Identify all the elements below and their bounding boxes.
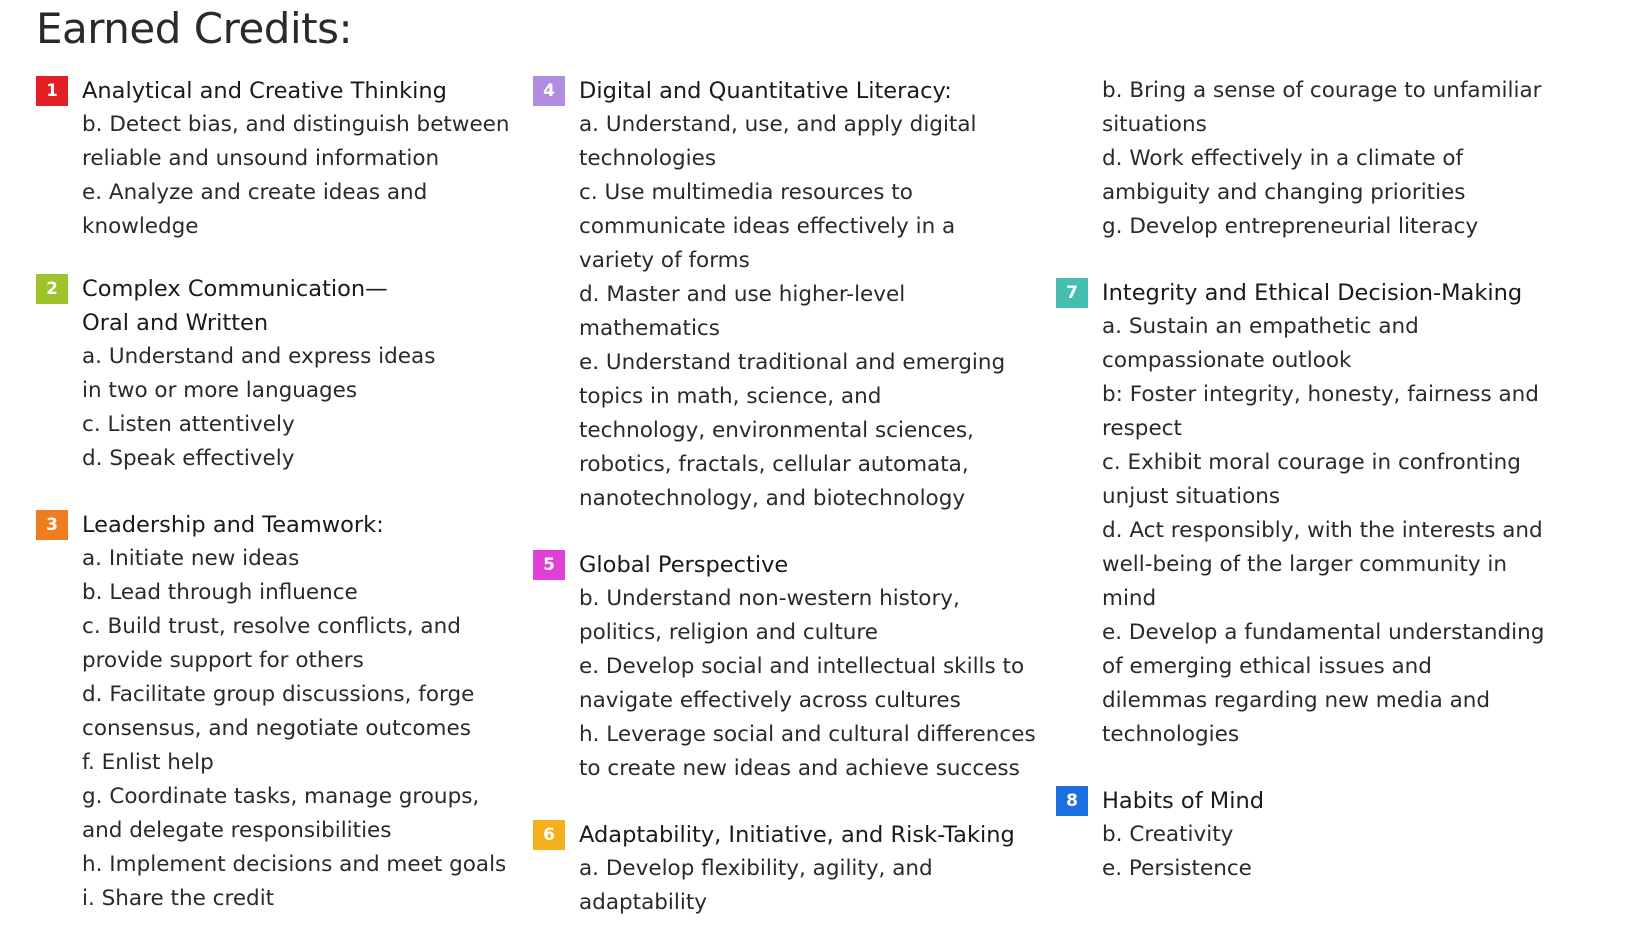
credit-item-line: b. Bring a sense of courage to unfamiliar — [1102, 78, 1542, 103]
credit-item-line: e. Analyze and create ideas and — [82, 180, 428, 205]
credit-item — [1102, 74, 1544, 142]
credit-item — [82, 780, 510, 848]
credit-item-line: adaptability — [579, 890, 707, 915]
credit-item-line: c. Exhibit moral courage in confronting — [1102, 450, 1521, 475]
credit-item-line: ambiguity and changing priorities — [1102, 180, 1466, 205]
column-3 — [1056, 74, 1544, 886]
credit-item-line: d. Work effectively in a climate of — [1102, 146, 1464, 171]
credit-item — [1102, 142, 1544, 210]
section-title: Integrity and Ethical Decision-Making — [1102, 280, 1523, 306]
credit-item-line: technologies — [579, 146, 717, 171]
section-title: Digital and Quantitative Literacy: — [579, 78, 952, 104]
section-title: Complex Communication— — [82, 276, 388, 302]
credit-item — [579, 852, 1036, 920]
credit-item-line: c. Use multimedia resources to — [579, 180, 913, 205]
credit-item — [1102, 378, 1544, 446]
credit-item-line: knowledge — [82, 214, 199, 239]
credit-item-line: d. Act responsibly, with the interests and — [1102, 518, 1543, 543]
credit-item-line: g. Develop entrepreneurial literacy — [1102, 214, 1479, 239]
credit-item-line: i. Share the credit — [82, 886, 275, 911]
credit-item-line: b. Understand non-western history, — [579, 586, 960, 611]
section-title: Oral and Written — [82, 310, 269, 336]
credit-section — [533, 548, 1036, 786]
credit-item-line: b. Creativity — [1102, 822, 1234, 847]
credit-item — [82, 108, 510, 176]
credit-item-line: technologies — [1102, 722, 1240, 747]
credit-item-line: e. Understand traditional and emerging — [579, 350, 1006, 375]
credit-item — [1102, 310, 1544, 378]
column-2 — [533, 74, 1036, 920]
credit-item-line: mind — [1102, 586, 1157, 611]
credit-item-line: a. Understand, use, and apply digital — [579, 112, 977, 137]
credit-item — [579, 176, 1036, 278]
credit-item — [1102, 210, 1544, 244]
credit-item-line: situations — [1102, 112, 1207, 137]
credit-item — [1102, 852, 1544, 886]
credit-section — [1056, 276, 1544, 752]
credit-item — [579, 650, 1036, 718]
section-number-badge: 4 — [533, 76, 565, 106]
credit-item-line: compassionate outlook — [1102, 348, 1352, 373]
credit-item — [1102, 514, 1544, 616]
credit-section — [36, 272, 510, 476]
credit-item-line: well-being of the larger community in — [1102, 552, 1507, 577]
credit-item — [82, 848, 510, 882]
credit-item-line: provide support for others — [82, 648, 364, 673]
page-title: Earned Credits: — [36, 4, 353, 53]
credit-item-line: dilemmas regarding new media and — [1102, 688, 1491, 713]
credit-item-line: a. Sustain an empathetic and — [1102, 314, 1419, 339]
credit-item — [82, 408, 510, 442]
credit-item-line: technology, environmental sciences, — [579, 418, 974, 443]
credit-item — [82, 882, 510, 916]
credit-item-line: d. Master and use higher-level — [579, 282, 906, 307]
credit-item-line: e. Persistence — [1102, 856, 1252, 881]
credit-item-line: consensus, and negotiate outcomes — [82, 716, 471, 741]
credit-item — [82, 340, 510, 408]
credit-section — [533, 74, 1036, 516]
credit-item-line: variety of forms — [579, 248, 750, 273]
credit-item-line: mathematics — [579, 316, 720, 341]
credit-item — [579, 582, 1036, 650]
credit-item-line: e. Develop a fundamental understanding — [1102, 620, 1545, 645]
section-number-badge: 1 — [36, 76, 68, 106]
credit-item-line: topics in math, science, and — [579, 384, 882, 409]
credit-item-line: politics, religion and culture — [579, 620, 878, 645]
credit-item-line: h. Implement decisions and meet goals — [82, 852, 507, 877]
credit-item-line: e. Develop social and intellectual skills to — [579, 654, 1025, 679]
section-title: Adaptability, Initiative, and Risk-Taking — [579, 822, 1015, 848]
credit-item-line: and delegate responsibilities — [82, 818, 392, 843]
credit-item-line: b. Detect bias, and distinguish between — [82, 112, 510, 137]
section-title: Analytical and Creative Thinking — [82, 78, 447, 104]
credit-item-line: b: Foster integrity, honesty, fairness and — [1102, 382, 1539, 407]
section-number-badge: 6 — [533, 820, 565, 850]
credit-item-line: d. Speak effectively — [82, 446, 295, 471]
credit-item-line: of emerging ethical issues and — [1102, 654, 1432, 679]
credit-item-line: a. Initiate new ideas — [82, 546, 300, 571]
section-number-badge: 8 — [1056, 786, 1088, 816]
credit-section — [36, 74, 510, 244]
credit-item-line: d. Facilitate group discussions, forge — [82, 682, 475, 707]
section-number-badge: 7 — [1056, 278, 1088, 308]
credit-item — [579, 278, 1036, 346]
section-number-badge: 2 — [36, 274, 68, 304]
credit-item — [82, 542, 510, 576]
credit-item-line: communicate ideas effectively in a — [579, 214, 956, 239]
credit-item — [1102, 446, 1544, 514]
credit-item-line: a. Develop flexibility, agility, and — [579, 856, 933, 881]
section-title: Habits of Mind — [1102, 788, 1264, 814]
credit-item-line: reliable and unsound information — [82, 146, 440, 171]
credit-item — [82, 678, 510, 746]
section-number-badge: 5 — [533, 550, 565, 580]
credit-item-line: to create new ideas and achieve success — [579, 756, 1020, 781]
credit-section — [1056, 784, 1544, 886]
credit-section — [533, 818, 1036, 920]
credit-item — [82, 442, 510, 476]
section-number-badge: 3 — [36, 510, 68, 540]
credit-item-line: in two or more languages — [82, 378, 358, 403]
credit-item-line: a. Understand and express ideas — [82, 344, 436, 369]
credit-item-line: unjust situations — [1102, 484, 1281, 509]
credit-item — [82, 576, 510, 610]
section-title: Global Perspective — [579, 552, 789, 578]
credit-item-line: f. Enlist help — [82, 750, 214, 775]
credit-item — [82, 610, 510, 678]
credit-item — [579, 718, 1036, 786]
credit-item-line: b. Lead through influence — [82, 580, 358, 605]
credit-item — [1102, 818, 1544, 852]
credit-item-line: h. Leverage social and cultural differences — [579, 722, 1036, 747]
credit-item — [579, 108, 1036, 176]
credit-section — [36, 508, 510, 916]
credit-item-line: c. Listen attentively — [82, 412, 295, 437]
column-1 — [36, 74, 510, 916]
credit-item-line: navigate effectively across cultures — [579, 688, 961, 713]
credit-item — [579, 346, 1036, 516]
credit-item-line: g. Coordinate tasks, manage groups, — [82, 784, 480, 809]
credit-section-continued — [1056, 74, 1544, 244]
credit-item-line: c. Build trust, resolve conflicts, and — [82, 614, 461, 639]
credit-item-line: robotics, fractals, cellular automata, — [579, 452, 969, 477]
credit-item-line: respect — [1102, 416, 1182, 441]
credit-item-line: nanotechnology, and biotechnology — [579, 486, 966, 511]
credit-item — [82, 176, 510, 244]
section-title: Leadership and Teamwork: — [82, 512, 384, 538]
credit-item — [82, 746, 510, 780]
credit-item — [1102, 616, 1544, 752]
